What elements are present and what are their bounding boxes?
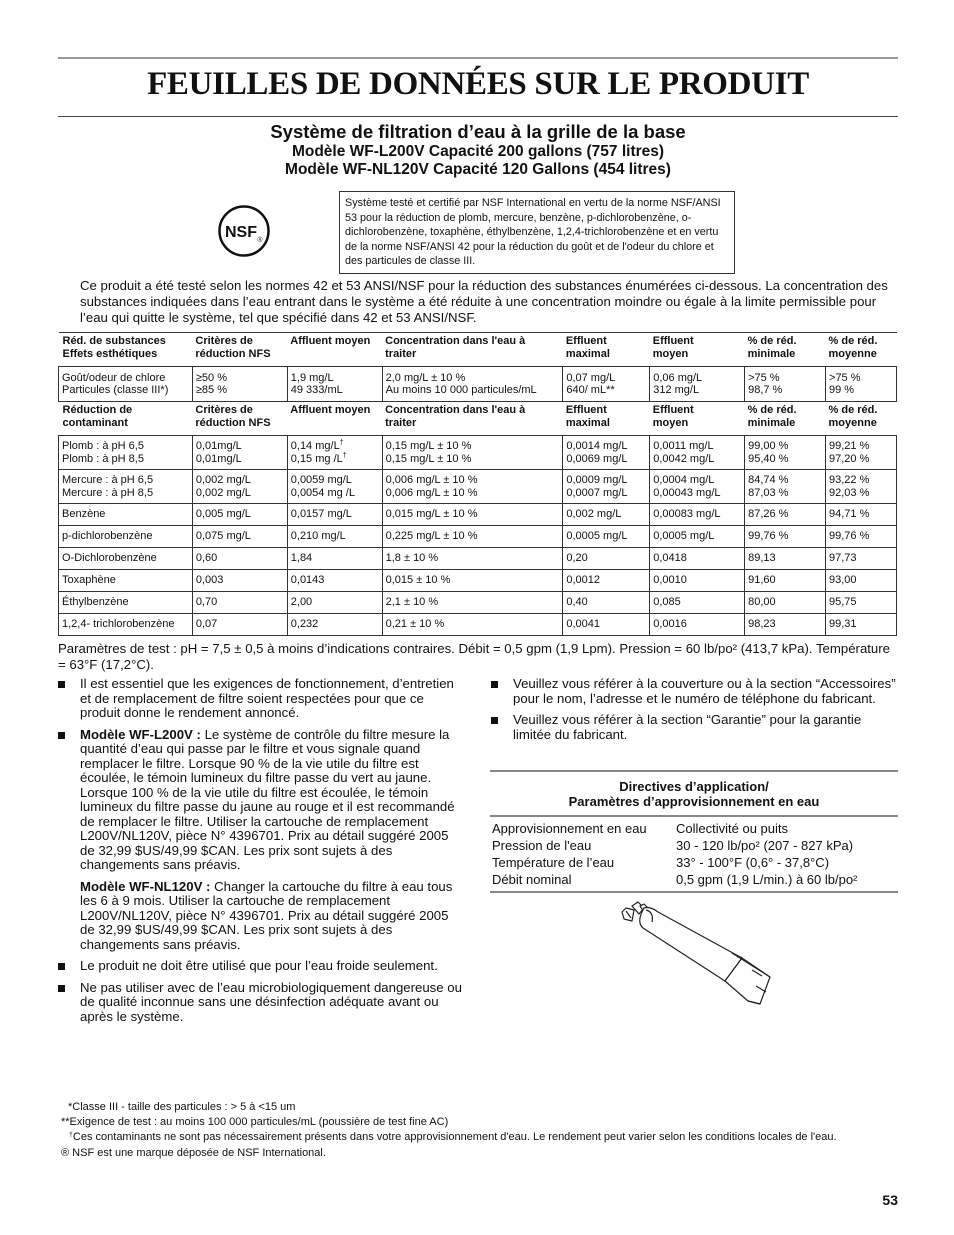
- column-header: Réduction de contaminant: [59, 402, 193, 436]
- table-cell: 1,2,4- trichlorobenzène: [59, 614, 193, 636]
- table-cell: 0,015 ± 10 %: [382, 570, 563, 592]
- nsf-certification-box: Système testé et certifié par NSF International en vertu de la norme NSF/ANSI 53 pour la réduction de plomb, mercure, benzène, p-dichlorobenzène, o-dichlorobenzène, toxaphène, éthylbenzène, 1,2,4-trichlorobenzène et en vertu de la norme NSF/ANSI 42 pour la réduction du goût et de l'odeur du chlore et des particules de classe III.: [339, 191, 735, 274]
- table-cell: 0,0005 mg/L: [563, 526, 650, 548]
- table-cell: 0,0157 mg/L: [287, 504, 382, 526]
- table-cell: 99,31: [826, 614, 897, 636]
- list-item-text: Veuillez vous référer à la couverture ou à la section “Accessoires” pour le nom, l’adresse et le numéro de téléphone du fabricant.: [513, 676, 896, 706]
- column-header: Concentration dans l'eau à traiter: [382, 333, 563, 367]
- list-item-text: Le système de contrôle du filtre mesure la quantité d’eau qui passe par le filtre et vous signale quand remplacer le filtre. Lorsque 90 % de la vie utile du filtre est écoulée, le témoin lumineux du filtre passe du vert au jaune. Lorsque 100 % de la vie utile du filtre est écoulée, le témoin lumineux du filtre passe du jaune au rouge et il est recommandé de remplacer le filtre. Utiliser la cartouche de remplacement L200V/NL120V, pièce N° 4396701. Prix au détail suggéré 2005 de 32,99 $US/49,99 $CAN. Les prix sont sujets à des changements sans préavis.: [80, 726, 455, 872]
- table-cell: 99,00 % 95,40 %: [745, 436, 826, 470]
- test-parameters: Paramètres de test : pH = 7,5 ± 0,5 à moins d’indications contraires. Débit = 0,5 gpm (1,9 Lpm). Pression = 60 lb/po² (413,7 kPa). Température = 63°F (17,2°C).: [58, 641, 890, 672]
- column-header: Effluent maximal: [563, 333, 650, 367]
- table-cell: 94,71 %: [826, 504, 897, 526]
- table-cell: 0,14 mg/L† 0,15 mg /L†: [287, 436, 382, 470]
- performance-data-table: [58, 332, 897, 636]
- bullet-square-icon: [491, 681, 498, 688]
- table-cell: 99,76 %: [826, 526, 897, 548]
- table-cell: 0,07 mg/L 640/ mL**: [563, 367, 650, 402]
- table-cell: 0,40: [563, 592, 650, 614]
- left-notes-list: [58, 677, 464, 1031]
- list-item: [58, 981, 464, 1025]
- table-cell: 0,0005 mg/L: [650, 526, 745, 548]
- right-notes-list: [491, 677, 898, 749]
- bullet-square-icon: [58, 963, 65, 970]
- model-label: Modèle WF-L200V :: [80, 726, 201, 742]
- table-cell: 99,21 % 97,20 %: [826, 436, 897, 470]
- table-cell: 0,085: [650, 592, 745, 614]
- directive-value: 33° - 100°F (0,6° - 37,8°C): [676, 855, 830, 871]
- table-cell: 97,73: [826, 548, 897, 570]
- directive-row: [490, 854, 898, 871]
- table-cell: 0,075 mg/L: [192, 526, 287, 548]
- column-header: % de réd. minimale: [745, 333, 826, 367]
- footnote: **Exigence de test : au moins 100 000 particules/mL (poussière de test fine AC): [61, 1116, 449, 1129]
- directive-label: Approvisionnement en eau: [492, 821, 647, 836]
- list-item: [58, 728, 464, 873]
- directive-row: [490, 871, 898, 892]
- table-cell: 0,0143: [287, 570, 382, 592]
- footnote: [58, 1130, 898, 1145]
- product-subtitle: Système de filtration d’eau à la grille de la base: [270, 121, 686, 142]
- table-header-row: [59, 333, 897, 367]
- table-cell: 87,26 %: [745, 504, 826, 526]
- table-cell: 2,1 ± 10 %: [382, 592, 563, 614]
- table-cell: 2,00: [287, 592, 382, 614]
- table-cell: 84,74 % 87,03 %: [745, 470, 826, 504]
- nsf-logo-text: NSF: [225, 224, 257, 241]
- table-cell: 91,60: [745, 570, 826, 592]
- table-cell: 89,13: [745, 548, 826, 570]
- table-cell: >75 % 98,7 %: [745, 367, 826, 402]
- table-cell: p-dichlorobenzène: [59, 526, 193, 548]
- table-cell: 0,210 mg/L: [287, 526, 382, 548]
- water-filter-cartridge-image: [612, 898, 772, 1006]
- table-row: [59, 436, 897, 470]
- table-cell: Mercure : à pH 6,5 Mercure : à pH 8,5: [59, 470, 193, 504]
- table-cell: Plomb : à pH 6,5 Plomb : à pH 8,5: [59, 436, 193, 470]
- directive-value: 30 - 120 lb/po² (207 - 827 kPa): [676, 838, 854, 854]
- table-cell: 80,00: [745, 592, 826, 614]
- column-header: Effluent moyen: [650, 333, 745, 367]
- table-cell: ≥50 % ≥85 %: [192, 367, 287, 402]
- table-cell: 99,76 %: [745, 526, 826, 548]
- table-row: [59, 526, 897, 548]
- table-row: [59, 504, 897, 526]
- directive-label: Température de l’eau: [492, 855, 615, 871]
- nsf-logo-icon: [218, 205, 270, 257]
- list-item: [58, 677, 464, 721]
- bullet-square-icon: [58, 985, 65, 992]
- intro-paragraph: Ce produit a été testé selon les normes 42 et 53 ANSI/NSF pour la réduction des substances énumérées ci-dessous. La concentration des substances indiquées dans l’eau entrant dans le système a été réduite à une concentration moindre ou égale à la limite permissible pour l’eau qui quitte le système, tel que spécifié dans 42 et 53 ANSI/NSF.: [80, 278, 888, 325]
- table-cell: 0,0004 mg/L 0,00043 mg/L: [650, 470, 745, 504]
- table-cell: 0,0009 mg/L 0,0007 mg/L: [563, 470, 650, 504]
- table-cell: 0,60: [192, 548, 287, 570]
- column-header: % de réd. moyenne: [826, 333, 897, 367]
- column-header: % de réd. moyenne: [826, 402, 897, 436]
- svg-text:®: ®: [257, 237, 263, 244]
- table-cell: 0,21 ± 10 %: [382, 614, 563, 636]
- table-cell: 93,22 % 92,03 %: [826, 470, 897, 504]
- table-cell: 1,9 mg/L 49 333/mL: [287, 367, 382, 402]
- table-cell: 0,002 mg/L 0,002 mg/L: [192, 470, 287, 504]
- table-cell: 0,0014 mg/L 0,0069 mg/L: [563, 436, 650, 470]
- table-cell: 0,0010: [650, 570, 745, 592]
- footnote-text: Ces contaminants ne sont pas nécessairement présents dans votre approvisionnement d'eau. Le rendement peut varier selon les conditions locales de l'eau.: [72, 1131, 837, 1144]
- page-title: FEUILLES DE DONNÉES SUR LE PRODUIT: [147, 66, 809, 102]
- table-cell: 98,23: [745, 614, 826, 636]
- directives-heading: [490, 770, 898, 817]
- footnote: *Classe III - taille des particules : > 5 à <15 um: [68, 1101, 296, 1113]
- table-cell: 0,07: [192, 614, 287, 636]
- table-cell: 0,00083 mg/L: [650, 504, 745, 526]
- table-cell: 0,015 mg/L ± 10 %: [382, 504, 563, 526]
- table-cell: 0,005 mg/L: [192, 504, 287, 526]
- table-row: [59, 470, 897, 504]
- list-item-text: Le produit ne doit être utilisé que pour l’eau froide seulement.: [80, 958, 438, 973]
- table-cell: 0,06 mg/L 312 mg/L: [650, 367, 745, 402]
- table-cell: 0,20: [563, 548, 650, 570]
- table-row: [59, 367, 897, 402]
- table-cell: 0,232: [287, 614, 382, 636]
- column-header: Affluent moyen: [287, 333, 382, 367]
- directive-row: [490, 837, 898, 854]
- directive-value: Collectivité ou puits: [676, 821, 788, 836]
- table-cell: Goût/odeur de chlore Particules (classe III*): [59, 367, 193, 402]
- table-cell: 0,003: [192, 570, 287, 592]
- bullet-square-icon: [491, 717, 498, 724]
- bullet-square-icon: [58, 681, 65, 688]
- model-line-1: Modèle WF-L200V Capacité 200 gallons (757 litres): [291, 143, 665, 160]
- list-item-text: Ne pas utiliser avec de l’eau microbiologiquement dangereuse ou de qualité inconnue sans une désinfection adéquate avant ou après le système.: [80, 979, 462, 1024]
- list-item-text: Veuillez vous référer à la section “Garantie” pour la garantie limitée du fabricant.: [513, 712, 862, 742]
- column-header: Effluent moyen: [650, 402, 745, 436]
- column-header: % de réd. minimale: [745, 402, 826, 436]
- title-underline: [58, 116, 898, 117]
- table-row: [59, 548, 897, 570]
- table-cell: Benzène: [59, 504, 193, 526]
- model-line-2: Modèle WF-NL120V Capacité 120 Gallons (454 litres): [285, 161, 671, 178]
- table-cell: O-Dichlorobenzène: [59, 548, 193, 570]
- table-cell: 0,0059 mg/L 0,0054 mg /L: [287, 470, 382, 504]
- table-cell: 1,84: [287, 548, 382, 570]
- table-cell: 0,0011 mg/L 0,0042 mg/L: [650, 436, 745, 470]
- table-row: [59, 614, 897, 636]
- list-item: [58, 880, 464, 953]
- table-cell: 0,0012: [563, 570, 650, 592]
- column-header: Critères de réduction NFS: [192, 402, 287, 436]
- column-header: Critères de réduction NFS: [192, 333, 287, 367]
- table-cell: 1,8 ± 10 %: [382, 548, 563, 570]
- dagger-mark: †: [69, 1132, 73, 1140]
- table-cell: 95,75: [826, 592, 897, 614]
- table-cell: 0,225 mg/L ± 10 %: [382, 526, 563, 548]
- model-label: Modèle WF-NL120V :: [80, 878, 211, 894]
- table-cell: 93,00: [826, 570, 897, 592]
- list-item: [58, 959, 464, 974]
- directive-label: Pression de l'eau: [492, 838, 592, 854]
- footnote: ® NSF est une marque déposée de NSF International.: [61, 1146, 326, 1159]
- top-rule: [58, 57, 898, 59]
- application-directives: [490, 770, 898, 893]
- table-cell: 0,15 mg/L ± 10 % 0,15 mg/L ± 10 %: [382, 436, 563, 470]
- bullet-square-icon: [58, 732, 65, 739]
- column-header: Affluent moyen: [287, 402, 382, 436]
- page-number: 53: [882, 1192, 898, 1208]
- footnotes: [58, 1100, 898, 1161]
- table-cell: 0,01mg/L 0,01mg/L: [192, 436, 287, 470]
- list-item-text: Changer la cartouche du filtre à eau tous les 6 à 9 mois. Utiliser la cartouche de remplacement L200V/NL120V, pièce N° 4396701. Prix au détail suggéré 2005 de 32,99 $US/49,99 $CAN. Les prix sont sujets à des changements sans préavis.: [80, 878, 453, 952]
- table-cell: 0,0041: [563, 614, 650, 636]
- table-header-row: [59, 402, 897, 436]
- table-cell: >75 % 99 %: [826, 367, 897, 402]
- directives-title-line: Paramètres d’approvisionnement en eau: [568, 794, 820, 809]
- table-cell: 0,006 mg/L ± 10 % 0,006 mg/L ± 10 %: [382, 470, 563, 504]
- table-cell: 0,70: [192, 592, 287, 614]
- directive-row: [490, 817, 898, 837]
- list-item: [491, 677, 898, 706]
- table-cell: 0,0016: [650, 614, 745, 636]
- directives-table: [490, 817, 898, 893]
- table-cell: Toxaphène: [59, 570, 193, 592]
- list-item: [491, 713, 898, 742]
- directive-label: Débit nominal: [492, 872, 572, 888]
- table-row: [59, 592, 897, 614]
- directive-value: 0,5 gpm (1,9 L/min.) à 60 lb/po²: [676, 872, 858, 888]
- table-cell: Éthylbenzène: [59, 592, 193, 614]
- column-header: Réd. de substances Effets esthétiques: [59, 333, 193, 367]
- column-header: Concentration dans l'eau à traiter: [382, 402, 563, 436]
- table-cell: 2,0 mg/L ± 10 % Au moins 10 000 particules/mL: [382, 367, 563, 402]
- directives-title-line: Directives d’application/: [619, 779, 769, 794]
- table-row: [59, 570, 897, 592]
- table-cell: 0,002 mg/L: [563, 504, 650, 526]
- list-item-text: Il est essentiel que les exigences de fonctionnement, d’entretien et de remplacement de filtre soient respectées pour que ce produit donne le rendement annoncé.: [80, 676, 454, 720]
- column-header: Effluent maximal: [563, 402, 650, 436]
- table-cell: 0,0418: [650, 548, 745, 570]
